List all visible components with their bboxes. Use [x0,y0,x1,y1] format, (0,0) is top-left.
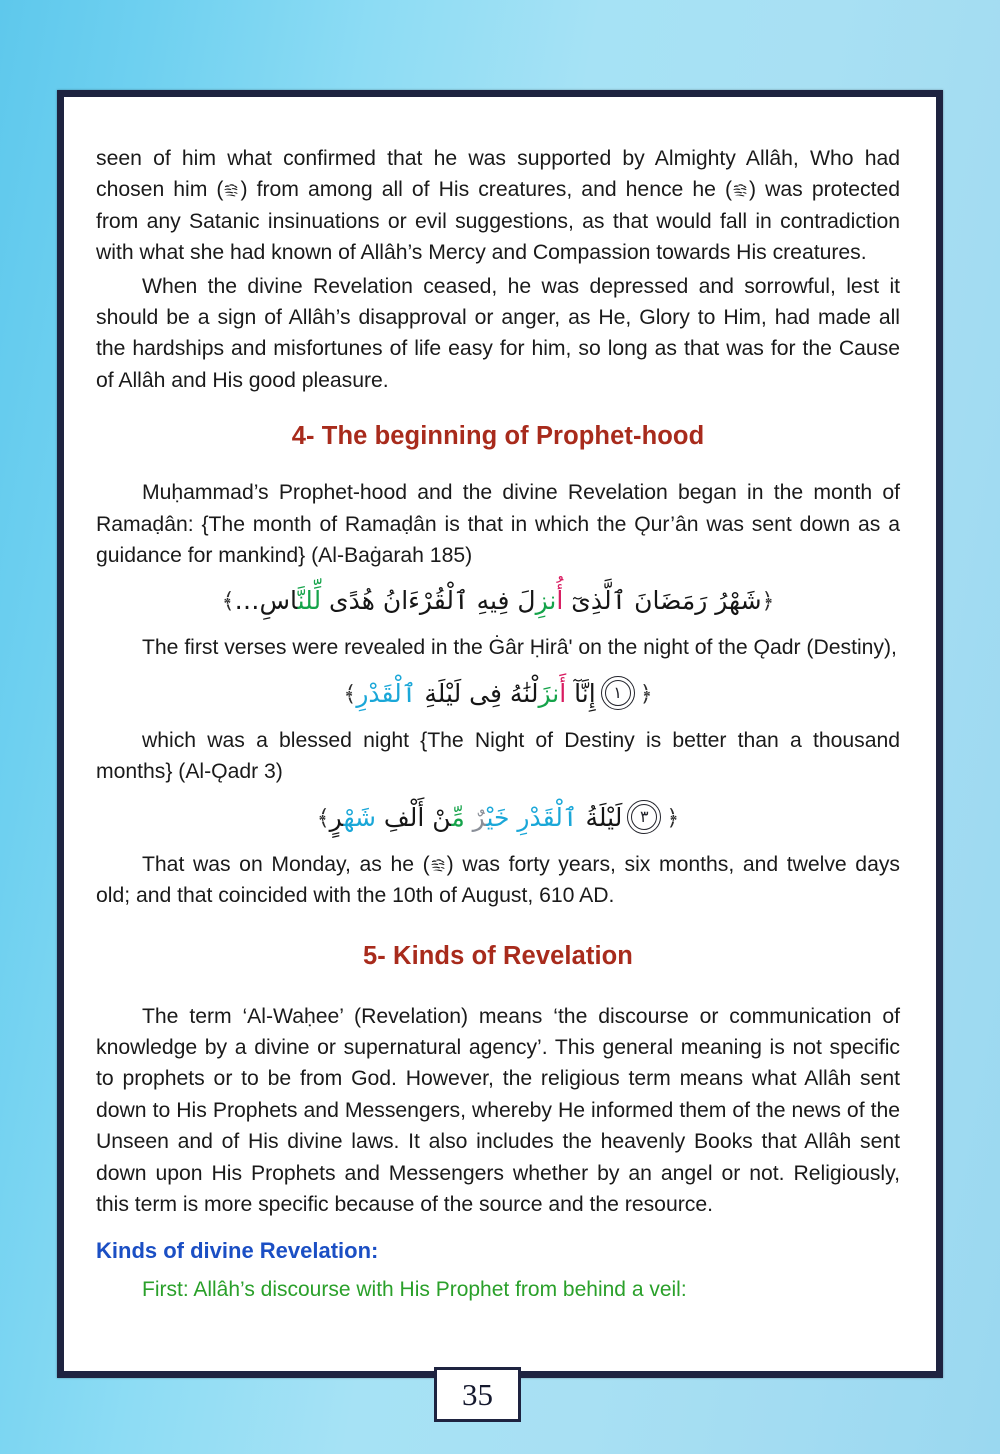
verse-open-ornament: ﴿ [666,805,680,831]
verse-number-value: ٣ [640,806,649,826]
page-number-box [434,1367,521,1422]
pbuh-icon [732,182,749,199]
verse-segment: نْ [432,802,452,832]
verse-segment: هُدًى [321,586,383,616]
page-frame [57,90,943,1378]
verse-segment: أُ [556,586,572,616]
verse-segment: رٌ [472,802,487,832]
verse-segment: نزِ [535,586,557,616]
page-sheet [64,97,936,1371]
verse-segment: ٱلْقُرْءَانُ [382,586,469,616]
paragraph-6-text-b: ) was forty years, six months, and twelve days old; and that coincided with the 10th of August, 610 AD. [96,852,900,908]
paragraph-ramadan: Muḥammad’s Prophet-hood and the divine Revelation began in the month of Ramaḍân: {The month of Ramaḍân is that in which the Ǫur’ân was sent down as a guidance for mankind} (Al-Baġarah 185) [96,481,900,568]
paragraph-6-text-a: That was on Monday, as he ( [142,852,430,876]
verse-close-ornament: ﴾ [343,681,357,707]
verse-segment: لَيْلَةُ [577,802,623,832]
verse-segment: ٱلْقَدْرِ [517,802,578,832]
verse-segment: لْنَٰهُ [509,678,539,708]
paragraph-al-wahee-definition: The term ‘Al-Waḥee’ (Revelation) means ‘the discourse or communication of knowledge by a divine or supernatural agency’. This general meaning is not specific to prophets or to be from God. However, the religious term means what Allâh sent down to His Prophets and Messengers, whereby He informed them of the news of the Unseen and of His divine laws. It also includes the heavenly Books that Allâh sent down upon His Prophets and Messengers whether by an angel or not. Religiously, this term is more specific because of the source and the resource. [96,1004,900,1216]
verse-segment: أَ [559,678,575,708]
verse-segment: فِى [461,678,510,708]
paragraph-revelation-ceased: When the divine Revelation ceased, he was depressed and sorrowful, lest it should be a sign of Allâh’s disapproval or anger, as He, Glory to Him, had made all the hardships and misfortunes of life easy for him, so long as that was for the Cause of Allâh and His good pleasure. [96,274,900,392]
paragraph-1-text-c: ) was protected from any Satanic insinuations or evil suggestions, as that would fall in contradiction with what she had known of Allâh’s Mercy and Compassion towards His creatures. [96,178,900,265]
verse-segment: أَلْفِ [375,802,433,832]
paragraph-1-text-b: ) from among all of His creatures, and hence he ( [240,178,733,202]
verse-segment: إِنَّآ [574,678,596,708]
paragraph-monday-date [96,849,900,912]
verse-segment: نزَ [538,678,560,708]
pbuh-icon [430,857,447,874]
verse-segment: اسِ [259,586,298,616]
quran-verse-al-qadr-1 [96,670,900,719]
verse-number-marker [627,800,661,834]
sub-heading-kinds-of-divine-revelation: Kinds of divine Revelation: [96,1238,379,1264]
verse-segment: رٍ [329,802,344,832]
quran-verse-al-baqarah-185 [96,577,900,626]
section-heading-5: 5- Kinds of Revelation [363,941,633,970]
verse-segment: خَيْ [486,802,518,832]
paragraph-continuation [96,143,900,269]
pbuh-icon [223,182,240,199]
verse-3-body [330,803,623,832]
paragraph-first-verses: The first verses were revealed in the Ġâr Ḥirâ' on the night of the Ǫadr (Destiny), [142,636,897,660]
verse-segment: لِّلنَّ [297,586,322,616]
verse-1-trailing: … [234,586,260,616]
verse-segment: لَيْلَةِ [416,678,462,708]
paragraph-blessed-night: which was a blessed night {The Night of Destiny is better than a thousand months} (Al-Ǫadr 3) [96,728,900,784]
verse-2-body [356,679,595,708]
paragraph-1-text-a: seen of him what confirmed that he was supported by Almighty Allâh, Who had chosen him ( [96,147,900,202]
verse-segment: شَهْرُ رَمَضَانَ [626,586,762,616]
verse-segment: ٱلَّذِىٓ [571,586,627,616]
quran-verse-al-qadr-3 [96,794,900,843]
verse-segment: مِّ [451,802,473,832]
verse-open-ornament: ﴿ [761,589,775,615]
verse-close-ornament: ﴾ [221,589,235,615]
section-heading-4: 4- The beginning of Prophet-hood [291,422,705,451]
verse-segment: لَ فِيهِ [468,586,536,616]
verse-number-marker [601,676,635,710]
verse-1-body [259,586,761,615]
verse-segment: ٱلْقَدْرِ [356,678,417,708]
verse-segment: شَهْ [343,802,376,832]
verse-close-ornament: ﴾ [316,805,330,831]
page-number: 35 [462,1376,493,1412]
verse-number-value: ١ [613,682,622,702]
sub-heading-first-item: First: Allâh’s discourse with His Prophet from behind a veil: [142,1278,687,1302]
verse-open-ornament: ﴿ [639,681,653,707]
